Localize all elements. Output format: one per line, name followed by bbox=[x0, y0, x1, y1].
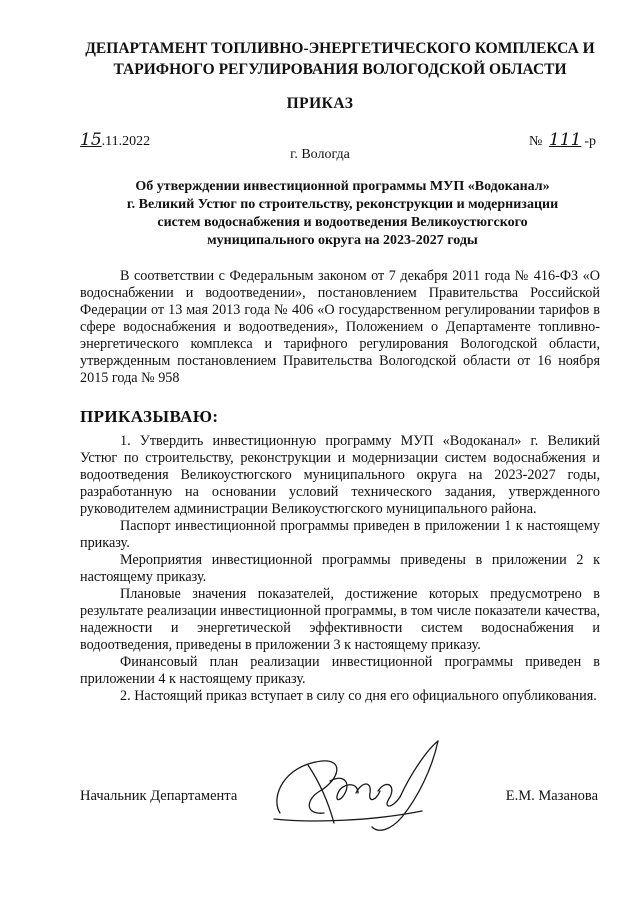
order-date-rest: .11.2022 bbox=[101, 134, 151, 149]
order-subject-line-3: систем водоснабжения и водоотведения Великоустюгского bbox=[157, 215, 528, 230]
order-subject bbox=[60, 178, 625, 250]
signatory-position: Начальник Департамента bbox=[80, 788, 238, 804]
clause-passport: Паспорт инвестиционной программы приведен в приложении 1 к настоящему приказу. bbox=[80, 518, 600, 551]
department-heading-line-2: ТАРИФНОГО РЕГУЛИРОВАНИЯ ВОЛОГОДСКОЙ ОБЛАСТИ bbox=[113, 61, 567, 78]
clause-targets: Плановые значения показателей, достижение которых предусмотрено в результате реализации инвестиционной программы, в том числе показатели качества, надежности и энергетической эффективности систем водоснабжения и водоотведения, приведены в приложении 3 к настоящему приказу. bbox=[80, 586, 600, 653]
clause-financial-plan: Финансовый план реализации инвестиционной программы приведен в приложении 4 к настоящему приказу. bbox=[80, 654, 600, 687]
order-clauses bbox=[80, 433, 600, 705]
city-name: г. Вологда bbox=[290, 147, 350, 162]
order-word: ПРИКАЗЫВАЮ: bbox=[80, 407, 219, 426]
document-type: ПРИКАЗ bbox=[286, 95, 354, 112]
order-number-suffix: -р bbox=[584, 134, 596, 149]
order-subject-line-2: г. Великий Устюг по строительству, реконструкции и модернизации bbox=[126, 197, 559, 212]
handwritten-signature-icon bbox=[262, 735, 452, 835]
department-heading-line-1: ДЕПАРТАМЕНТ ТОПЛИВНО-ЭНЕРГЕТИЧЕСКОГО КОМПЛЕКСА И bbox=[85, 40, 595, 57]
order-number-prefix: № bbox=[529, 134, 543, 149]
order-number-value: 111 bbox=[548, 130, 582, 150]
clause-measures: Мероприятия инвестиционной программы приведены в приложении 2 к настоящему приказу. bbox=[80, 552, 600, 585]
signatory-name: Е.М. Мазанова bbox=[505, 788, 598, 804]
clause-1: 1. Утвердить инвестиционную программу МУП «Водоканал» г. Великий Устюг по строительству, реконструкции и модернизации систем водоснабжения и водоотведения Великоустюгского муниципального округа на 2023-2027 годы, разработанную на основании условий технического задания, утвержденного руководителем администрации Великоустюгского муниципального района. bbox=[80, 433, 600, 517]
preamble-block bbox=[80, 268, 600, 387]
order-date-day: 15 bbox=[80, 130, 102, 150]
preamble-text: В соответствии с Федеральным законом от 7 декабря 2011 года № 416-ФЗ «О водоснабжении и водоотведении», постановлением Правительства Российской Федерации от 13 мая 2013 года № 406 «О государственном регулировании тарифов в сфере водоснабжения и водоотведения», Положением о Департаменте топливно-энергетического комплекса и тарифного регулирования Вологодской области, утвержденным постановлением Правительства Вологодской области от 16 ноября 2015 года № 958 bbox=[80, 268, 600, 386]
order-subject-line-4: муниципального округа на 2023-2027 годы bbox=[207, 233, 478, 248]
department-heading bbox=[60, 38, 620, 80]
clause-2: 2. Настоящий приказ вступает в силу со дня его официального опубликования. bbox=[120, 688, 597, 704]
order-subject-line-1: Об утверждении инвестиционной программы МУП «Водоканал» bbox=[135, 179, 550, 194]
